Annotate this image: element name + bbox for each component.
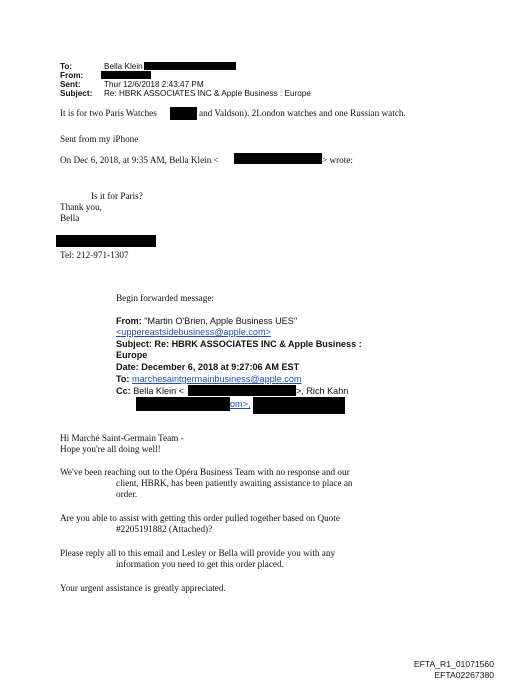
fwd-subject-label: Subject:	[116, 339, 152, 349]
fwd-from-value: "Martin O'Brien, Apple Business UES"	[144, 316, 298, 326]
msg-p1-line2: client, HBRK, has been patiently awaiting assistance to place an	[116, 478, 353, 488]
fwd-date-value: December 6, 2018 at 9:27:06 AM EST	[141, 362, 300, 372]
redaction-block	[136, 397, 230, 411]
reply-line-1b: and Valdson). 2London watches and one Russian watch.	[199, 108, 406, 118]
to-value: Bella Klein	[104, 62, 143, 71]
fwd-to-link[interactable]: marchesaintgermainbusiness@apple.com	[132, 374, 302, 384]
redaction-block	[101, 71, 151, 79]
msg-p1-line1: We've been reaching out to the Opéra Business Team with no response and our	[60, 467, 350, 477]
redaction-block	[56, 235, 156, 247]
fwd-subject-value-2: Europe	[116, 350, 148, 360]
fwd-to-row	[116, 374, 301, 385]
msg-p3-line2: information you need to get this order placed.	[116, 559, 284, 569]
fwd-cc-value-c	[230, 399, 250, 410]
fwd-from-email-link[interactable]: <uppereastsidebusiness@apple.com>	[116, 327, 271, 337]
footer-id-2: EFTA02267380	[434, 670, 494, 680]
msg-greeting: Hi Marché Saint-Germain Team -	[60, 433, 184, 443]
quote-line-b: > wrote:	[322, 155, 353, 165]
redaction-block	[144, 62, 236, 70]
fwd-to-label: To:	[116, 374, 130, 384]
fwd-cc-link[interactable]: om>,	[230, 399, 251, 409]
sent-value: Thur 12/6/2018 2:43:47 PM	[104, 80, 204, 89]
fwd-cc-label: Cc:	[116, 386, 131, 396]
subject-label: Subject:	[60, 89, 93, 98]
fwd-from-label: From:	[116, 316, 142, 326]
msg-p2-line1: Are you able to assist with getting this order pulled together based on Quote	[60, 513, 340, 523]
to-label: To:	[60, 62, 73, 71]
bella-name: Bella	[60, 213, 80, 223]
quote-line-a: On Dec 6, 2018, at 9:35 AM, Bella Klein <	[60, 155, 219, 165]
from-label: From:	[60, 71, 84, 80]
msg-p3-line1: Please reply all to this email and Lesley or Bella will provide you with any	[60, 548, 336, 558]
reply-signature: Sent from my iPhone	[60, 134, 139, 144]
redaction-block	[253, 397, 345, 414]
msg-p4: Your urgent assistance is greatly appreciated.	[60, 583, 226, 593]
fwd-from-row	[116, 316, 297, 327]
fwd-cc-value-b: >, Rich Kahn	[296, 386, 349, 396]
redaction-block	[170, 107, 197, 120]
bella-question: Is it for Paris?	[91, 191, 143, 201]
fwd-date-row	[116, 362, 299, 373]
forwarded-intro: Begin forwarded message:	[116, 293, 214, 303]
bella-tel: Tel: 212-971-1307	[60, 250, 129, 260]
fwd-from-email	[116, 327, 271, 338]
fwd-cc-row	[116, 386, 184, 397]
redaction-block	[188, 385, 296, 396]
msg-p2-line2: #2205191882 (Attached)?	[116, 524, 213, 534]
subject-value: Re: HBRK ASSOCIATES INC & Apple Business : Europe	[104, 89, 311, 98]
redaction-block	[234, 153, 322, 164]
fwd-date-label: Date:	[116, 362, 139, 372]
msg-p1-line3: order.	[116, 489, 138, 499]
header-subject-row	[60, 89, 311, 99]
reply-line-1a: It is for two Paris Watches	[60, 108, 157, 118]
fwd-subject-row	[116, 339, 362, 350]
msg-greeting-2: Hope you're all doing well!	[60, 444, 161, 454]
footer-id-1: EFTA_R1_01071560	[413, 659, 494, 669]
fwd-cc-value-a: Bella Klein <	[133, 386, 184, 396]
fwd-subject-value-1: Re: HBRK ASSOCIATES INC & Apple Business :	[154, 339, 362, 349]
bella-thanks: Thank you,	[60, 202, 102, 212]
sent-label: Sent:	[60, 80, 81, 89]
